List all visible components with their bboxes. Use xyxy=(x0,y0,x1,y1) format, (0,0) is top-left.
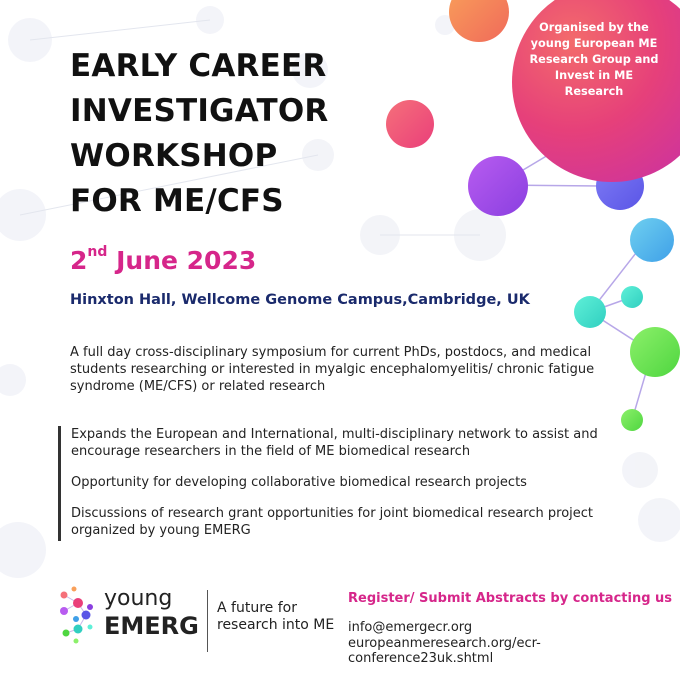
title-line: FOR ME/CFS xyxy=(70,183,284,219)
highlight-item: Opportunity for developing collaborative biomedical research projects xyxy=(71,475,527,490)
event-venue: Hinxton Hall, Wellcome Genome Campus,Cambridge, UK xyxy=(70,292,530,308)
date-day: 2 xyxy=(70,246,88,275)
logo-wordmark-young: young xyxy=(104,586,173,611)
date-rest: June 2023 xyxy=(107,246,257,275)
event-date xyxy=(70,246,256,275)
footer-divider xyxy=(207,590,208,652)
register-heading: Register/ Submit Abstracts by contacting us xyxy=(348,591,673,606)
highlight-item: Discussions of research grant opportunities for joint biomedical research project organized by young EMERG xyxy=(71,506,594,538)
tagline-line: research into ME xyxy=(217,617,335,633)
title-line: EARLY CAREER xyxy=(70,48,327,84)
organiser-text: Organised by the young European ME Research Group and Invest in ME Research xyxy=(529,21,659,98)
conference-url-link[interactable]: europeanmeresearch.org/ecr-conference23uk.shtml xyxy=(348,636,541,666)
highlights-list xyxy=(58,426,651,541)
title-line: INVESTIGATOR xyxy=(70,93,329,129)
workshop-title xyxy=(70,44,328,224)
logo-wordmark-emerg: EMERG xyxy=(104,612,199,640)
contact-email-link[interactable]: info@emergecr.org xyxy=(348,620,473,635)
tagline-line: A future for xyxy=(217,600,297,616)
event-description: A full day cross-disciplinary symposium for current PhDs, postdocs, and medical students researching or interested in myalgic encephalomyelitis/ chronic fatigue syndrome (ME/CFS) or related research xyxy=(70,345,595,394)
highlight-item: Expands the European and International, multi-disciplinary network to assist and encourage researchers in the field of ME biomedical research xyxy=(71,427,598,459)
tagline xyxy=(217,600,334,634)
title-line: WORKSHOP xyxy=(70,138,278,174)
date-suffix: nd xyxy=(87,244,108,260)
